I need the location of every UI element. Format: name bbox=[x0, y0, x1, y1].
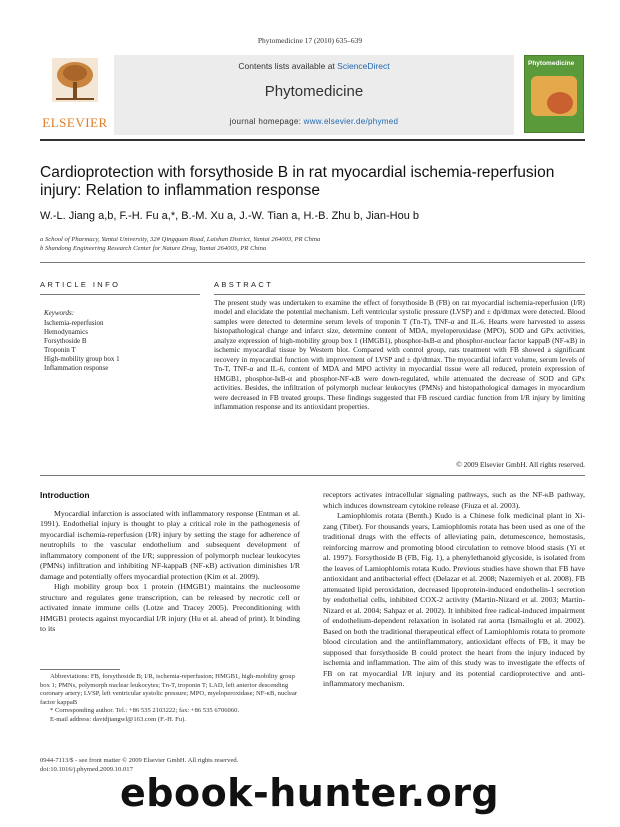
footnotes bbox=[40, 673, 302, 725]
divider bbox=[40, 475, 585, 476]
keyword-item: Troponin T bbox=[44, 346, 76, 354]
masthead-divider bbox=[40, 139, 585, 141]
journal-homepage-link[interactable]: www.elsevier.de/phymed bbox=[303, 117, 399, 126]
keyword-item: Inflammation response bbox=[44, 364, 109, 372]
divider bbox=[214, 294, 585, 295]
journal-info-box bbox=[114, 55, 514, 135]
cover-title: Phytomedicine bbox=[528, 60, 575, 67]
running-head: Phytomedicine 17 (2010) 635–639 bbox=[257, 36, 363, 45]
divider bbox=[40, 262, 585, 263]
journal-cover-image bbox=[524, 55, 584, 133]
copyright-notice: © 2009 Elsevier GmbH. All rights reserved. bbox=[456, 460, 585, 469]
homepage-line bbox=[114, 117, 514, 126]
watermark bbox=[120, 771, 600, 815]
email-footnote: E-mail address: davidjiangwl@163.com (F.-H. Fu). bbox=[50, 715, 186, 723]
homepage-prefix: journal homepage: bbox=[229, 117, 304, 126]
keyword-item: High-mobility group box 1 bbox=[44, 355, 120, 363]
journal-masthead bbox=[40, 55, 585, 137]
keyword-item: Ischemia-reperfusion bbox=[44, 319, 104, 327]
contents-line bbox=[114, 61, 514, 71]
body-column-right bbox=[323, 490, 585, 690]
divider bbox=[40, 294, 200, 295]
body-paragraph: Lamiophlomis rotata (Benth.) Kudo is a Chinese folk medicinal plant in Xi-zang (Tibet). For thousands years, Lamiophlomis rotata has been used as one of the traditional drugs with the effects of alleviating pain, detumescence, hemostasis, reinforcing marrow and promoting blood circulation to remove blood stasis (Yi et al. 1997). Forsythoside B (FB, Fig. 1), a phenylethanoid glycoside, is isolated from the leaves of Lamiophlomis rotata Kudo. Previous studies have shown that FB have antioxidant and antibacterial effect (Delazar et al. 2008; Nazemiyeh et al. 2008). FB attenuated lipid peroxidation, decreased lipoprotein-induced endothelin-1 secretion by endothelial cells, inhibited COX-2 activity (Martin-Nizard et al. 2003; Martin-Nizard et al. 2004; Sahpaz et al. 2002). It inhibited free radical-induced impairment of endothelium-dependent relaxation in isolated rat aorta (Ismailoglu et al. 2002). Based on both the traditional therapeutical effect of Lamiophlomis rotata to promote blood circulation and the antiinflammatory, antioxidant effects of FB, it may be supposed that forsythoside B could protect the heart from the injury induced by ischemia and inflammation. The aim of this study was to investigate the effects of FB on rat myocardial I/R injury and its potential cardioprotective and anti-inflammatory mechanism. bbox=[323, 511, 585, 688]
body-paragraph: Myocardial infarction is associated with inflammatory response (Entman et al. 1991). Endothelial injury is thought to play a critical role in the pathogenesis of myocardial ischemia-reperfusion (I/R) injury by setting the stage for adherence of neutrophils to the vascular endothelium and subsequent development of inflammatory component of the I/R; suppression of polymorph nuclear leukocytes (PMNs) infiltration and inhibiting NF-kappaB (NF-κB) activation diminishes I/R damage and potentially offers myocardial protection (Kim et al. 2009). bbox=[40, 508, 300, 581]
article-info-heading: ARTICLE INFO bbox=[40, 280, 121, 289]
footnote-divider bbox=[40, 669, 120, 670]
doi-line: doi:10.1016/j.phymed.2009.10.017 bbox=[40, 765, 133, 773]
elsevier-tree-icon bbox=[52, 58, 98, 102]
article-title: Cardioprotection with forsythoside B in rat myocardial ischemia-reperfusion injury: Relation to inflammation response bbox=[40, 164, 555, 199]
abstract-heading: ABSTRACT bbox=[214, 280, 274, 289]
keyword-item: Hemodynamics bbox=[44, 328, 88, 336]
body-paragraph: receptors activates intracellular signaling pathways, such as the NF-κB pathway, which induces downstream cytokine release (Fiuza et al. 2003). bbox=[323, 490, 585, 510]
author-list: W.-L. Jiang a,b, F.-H. Fu a,*, B.-M. Xu a, J.-W. Tian a, H.-B. Zhu b, Jian-Hou b bbox=[40, 210, 420, 222]
contents-prefix: Contents lists available at bbox=[238, 61, 338, 71]
abbreviations-footnote: Abbreviations: FB, forsythoside B; I/R, ischemia-reperfusion; HMGB1, high-mobility group box 1; PMNs, polymorph nuclear leukocytes; Tn-T, troponin T; LAD, left anterior descending coronary artery; LVSP, left ventricular systolic pressure; MPO, myeloperoxidase; NF-κB, nuclear factor kappaB bbox=[40, 673, 298, 706]
journal-title: Phytomedicine bbox=[264, 83, 364, 100]
keyword-item: Forsythoside B bbox=[44, 337, 87, 345]
issn-line: 0944-7113/$ - see front matter © 2009 Elsevier GmbH. All rights reserved. bbox=[40, 757, 239, 764]
cover-artwork-detail bbox=[547, 92, 573, 114]
keywords-label: Keywords: bbox=[44, 309, 75, 317]
abstract-text: The present study was undertaken to examine the effect of forsythoside B (FB) on rat myocardial ischemia-reperfusion (I/R) model and elucidate the potential mechanism. Left ventricular systolic pressure (LVSP) and ± dp/dtmax were detected. Blood samples were detected to determine serum levels of troponin T (Tn-T), TNF-α and IL-6. Hearts were harvested to assess histopathological change and infarct size, determine content of MDA, myeloperoxidase (MPO), SOD and GPx activities, analyze expression of high-mobility group box 1 (HMGB1), phosphor-IκB-α and phosphor-nuclear factor kappaB (NF-κB) in ischemic myocardial tissue by Western blot. Compared with control group, rats treatment with FB showed a significant recovery in myocardial function with improvement of LVSP and ± dp/dtmax. The myocardial infarct volume, serum levels of Tn-T, TNF-α and IL-6, content of MDA and MPO activity in myocardial tissue were all reduced, protein expression of HMGB1, phosphor-IκB-α and phosphor-NF-κB were down-regulated, while attenuated the decrease of SOD and GPx activities. Besides, the infiltration of polymorph nuclear leukocytes (PMNs) and histopathological damages in myocardium were decreased in FB treated groups. These findings suggested that FB rescued cardiac function from I/R injury by limiting inflammation response and its antioxidant properties. bbox=[214, 298, 585, 411]
affiliation-b: b Shandong Engineering Research Center for Nature Drug, Yantai 264003, PR China bbox=[40, 245, 267, 252]
keyword-list bbox=[44, 319, 200, 373]
watermark-text: ebook-hunter.org bbox=[120, 771, 500, 815]
body-column-left bbox=[40, 490, 300, 635]
publisher-name: ELSEVIER bbox=[42, 115, 108, 130]
affiliation-a: a School of Pharmacy, Yantai University, 32# Qingquan Road, Laishan District, Yantai 264003, PR China bbox=[40, 236, 321, 243]
sciencedirect-link[interactable]: ScienceDirect bbox=[337, 61, 390, 71]
corresponding-author-footnote: * Corresponding author. Tel.: +86 535 2103222; fax: +86 535 6706060. bbox=[50, 707, 240, 715]
body-paragraph: High mobility group box 1 protein (HMGB1) maintains the nucleosome structure and regulates gene transcription, can be released by necrotic cell or activated innate immune cells (Lotze and Tracey 2005). Preconditioning with HMGB1 protects against myocardial I/R injury (Hu et al. ahead of print). It binding to its bbox=[40, 582, 300, 633]
publisher-logo bbox=[40, 55, 110, 131]
introduction-heading: Introduction bbox=[40, 490, 90, 500]
